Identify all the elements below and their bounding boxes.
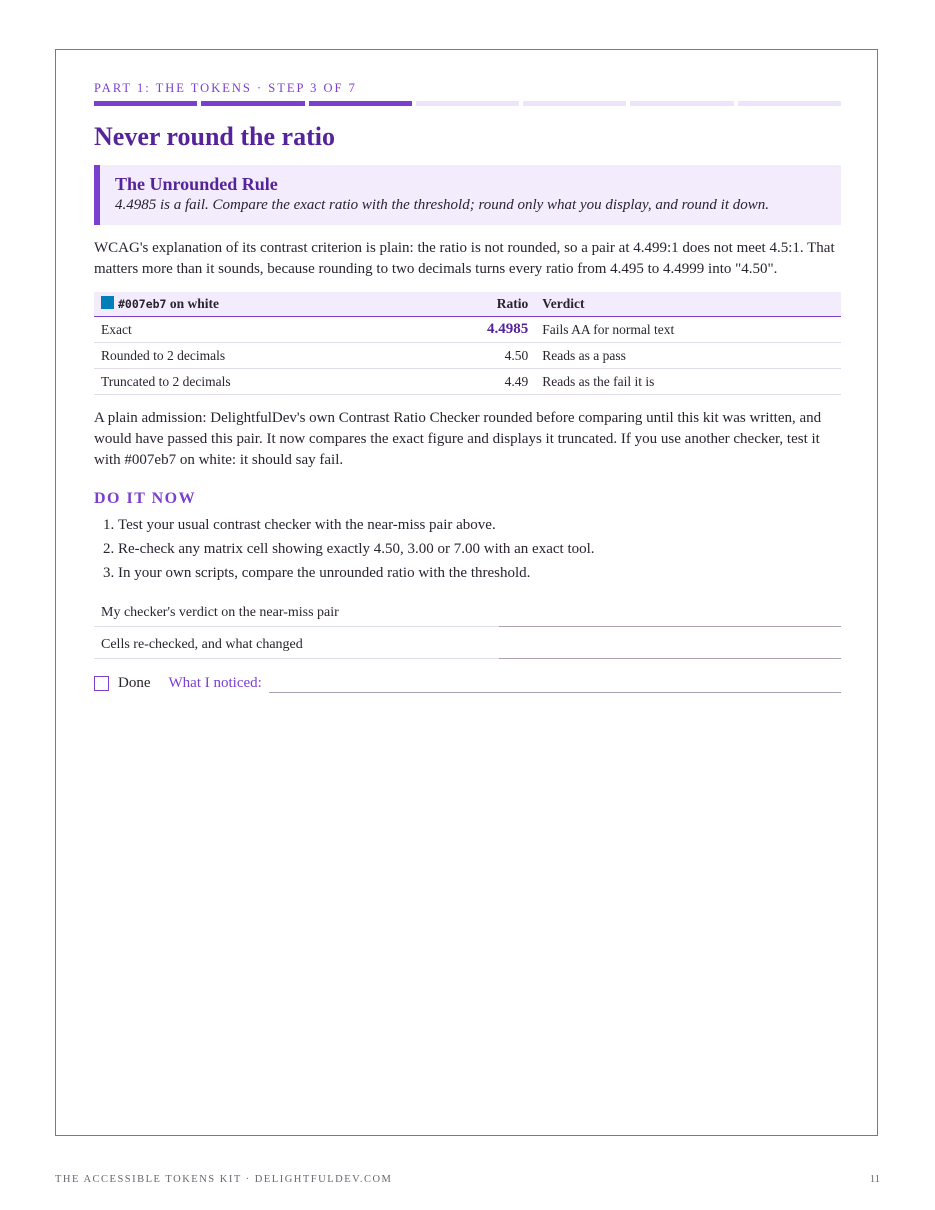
row-label: Exact — [94, 317, 480, 343]
noticed-line[interactable] — [269, 674, 841, 693]
progress-segment — [416, 101, 519, 106]
step-label: PART 1: THE TOKENS · STEP 3 OF 7 — [94, 81, 357, 95]
row-ratio: 4.4985 — [480, 317, 535, 343]
table-row — [94, 343, 841, 369]
progress-segment — [738, 101, 841, 106]
footer-title: THE ACCESSIBLE TOKENS KIT · DELIGHTFULDEV.COM — [55, 1174, 393, 1185]
write-in-line[interactable] — [499, 595, 841, 627]
field-row — [94, 627, 841, 659]
row-label: Truncated to 2 decimals — [94, 369, 480, 395]
admission-paragraph: A plain admission: DelightfulDev's own Contrast Ratio Checker rounded before comparing until this kit was written, and would have passed this pair. It now compares the exact figure and displays it truncated. If you use another checker, test it with #007eb7 on white: it should say fail. — [94, 410, 822, 468]
do-it-now-heading: DO IT NOW — [94, 490, 197, 507]
row-verdict: Reads as the fail it is — [535, 369, 841, 395]
row-label: Rounded to 2 decimals — [94, 343, 480, 369]
row-verdict: Reads as a pass — [535, 343, 841, 369]
progress-segment — [630, 101, 733, 106]
progress-segment — [523, 101, 626, 106]
done-label: Done — [118, 674, 151, 691]
field-row — [94, 595, 841, 627]
rule-callout — [94, 165, 841, 225]
intro-paragraph: WCAG's explanation of its contrast criterion is plain: the ratio is not rounded, so a pair at 4.499:1 does not meet 4.5:1. That matters more than it sounds, because rounding to two decimals turns every ratio from 4.495 to 4.4999 into "4.50". — [94, 240, 835, 277]
row-ratio: 4.50 — [480, 343, 535, 369]
action-step: 2. Re-check any matrix cell showing exactly 4.50, 3.00 or 7.00 with an exact tool. — [118, 537, 841, 561]
done-row — [94, 673, 841, 693]
color-code: #007eb7 — [118, 297, 167, 311]
table-header-row — [94, 292, 841, 317]
progress-segment — [309, 101, 412, 106]
page-content — [94, 80, 841, 693]
table-header-ratio: Ratio — [480, 292, 535, 317]
action-steps — [94, 513, 841, 585]
page-footer — [55, 1174, 880, 1185]
table-header-verdict: Verdict — [535, 292, 841, 317]
progress-segment — [201, 101, 304, 106]
write-in-fields — [94, 595, 841, 659]
color-swatch — [101, 296, 114, 309]
done-checkbox[interactable] — [94, 676, 109, 691]
field-label: Cells re-checked, and what changed — [101, 637, 303, 652]
table-row — [94, 317, 841, 343]
callout-title: The Unrounded Rule — [115, 174, 278, 194]
page-title: Never round the ratio — [94, 122, 335, 151]
progress-segment — [94, 101, 197, 106]
row-ratio: 4.49 — [480, 369, 535, 395]
progress-bar — [94, 101, 841, 106]
header-suffix: on white — [166, 296, 219, 311]
page-frame — [55, 49, 878, 1136]
field-label: My checker's verdict on the near-miss pair — [101, 605, 339, 620]
table-header-pair — [94, 292, 480, 317]
table-row — [94, 369, 841, 395]
row-verdict: Fails AA for normal text — [535, 317, 841, 343]
write-in-line[interactable] — [499, 627, 841, 659]
noticed-label: What I noticed: — [168, 674, 262, 691]
page-number: 11 — [869, 1174, 880, 1185]
callout-body: 4.4985 is a fail. Compare the exact ratio with the threshold; round only what you display, and round it down. — [115, 197, 770, 213]
action-step: 3. In your own scripts, compare the unrounded ratio with the threshold. — [118, 561, 841, 585]
action-step: 1. Test your usual contrast checker with the near-miss pair above. — [118, 513, 841, 537]
ratio-table — [94, 292, 841, 395]
